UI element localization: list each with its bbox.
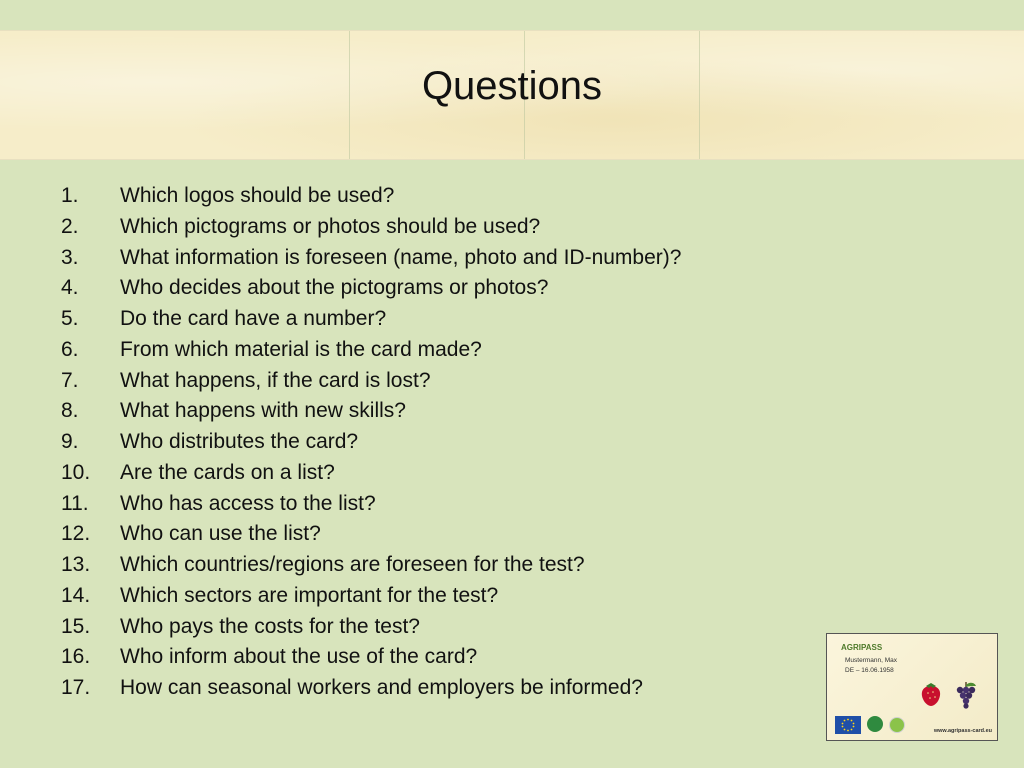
card-holder-name: Mustermann, Max	[845, 657, 898, 664]
question-number: 5.	[61, 307, 79, 330]
strawberry-icon	[917, 680, 945, 708]
slide-title: Questions	[421, 64, 603, 108]
question-number: 6.	[61, 337, 79, 361]
question-item	[61, 304, 681, 335]
question-number: 17.	[61, 676, 91, 699]
question-item	[61, 243, 681, 274]
question-number: 8.	[61, 399, 79, 423]
question-item	[61, 458, 681, 489]
question-number: 4.	[61, 276, 79, 300]
question-text: Which logos should be used?	[120, 184, 395, 207]
question-item	[61, 181, 681, 212]
question-number: 15.	[61, 614, 91, 638]
agripass-card-image	[826, 633, 998, 741]
question-number: 1.	[61, 184, 79, 207]
question-item	[61, 273, 681, 304]
question-text: Who inform about the use of the card?	[120, 645, 478, 669]
question-item	[61, 519, 681, 550]
question-text: Which pictograms or photos should be used?	[120, 214, 541, 238]
question-text: What information is foreseen (name, photo and ID-number)?	[120, 245, 682, 269]
question-item	[61, 673, 681, 704]
question-number: 9.	[61, 430, 79, 453]
card-holder-id: DE – 16.06.1958	[845, 667, 894, 674]
question-item	[61, 489, 681, 520]
question-item	[61, 612, 681, 643]
question-item	[61, 642, 681, 673]
eco-logo-icon	[867, 716, 883, 732]
eu-flag-icon	[835, 716, 861, 734]
question-number: 14.	[61, 583, 91, 607]
question-text: Who pays the costs for the test?	[120, 614, 420, 638]
question-text: Which sectors are important for the test?	[120, 583, 499, 607]
card-url: www.agripass-card.eu	[933, 728, 992, 734]
grapes-icon	[951, 680, 981, 710]
question-number: 16.	[61, 645, 91, 669]
question-text: Who distributes the card?	[120, 430, 359, 453]
question-number: 2.	[61, 214, 79, 238]
eco-logo-icon	[889, 717, 905, 733]
question-text: Who can use the list?	[120, 522, 321, 546]
question-number: 13.	[61, 553, 91, 576]
question-text: Who decides about the pictograms or photos?	[120, 276, 549, 300]
question-item	[61, 366, 681, 397]
question-number: 10.	[61, 460, 91, 484]
card-brand: AGRIPASS	[841, 643, 883, 652]
question-item	[61, 396, 681, 427]
question-number: 11.	[61, 491, 89, 515]
question-item	[61, 335, 681, 366]
question-text: Which countries/regions are foreseen for the test?	[120, 553, 585, 576]
question-text: From which material is the card made?	[120, 337, 482, 361]
question-text: How can seasonal workers and employers be informed?	[120, 676, 643, 699]
question-text: What happens with new skills?	[120, 399, 406, 423]
question-list	[61, 181, 681, 704]
question-item	[61, 427, 681, 458]
question-number: 3.	[61, 245, 79, 269]
question-item	[61, 212, 681, 243]
question-number: 12.	[61, 522, 91, 546]
question-text: What happens, if the card is lost?	[120, 368, 431, 392]
question-item	[61, 581, 681, 612]
question-text: Are the cards on a list?	[120, 460, 335, 484]
question-text: Do the card have a number?	[120, 307, 387, 330]
question-text: Who has access to the list?	[120, 491, 376, 515]
question-number: 7.	[61, 368, 79, 392]
question-item	[61, 550, 681, 581]
